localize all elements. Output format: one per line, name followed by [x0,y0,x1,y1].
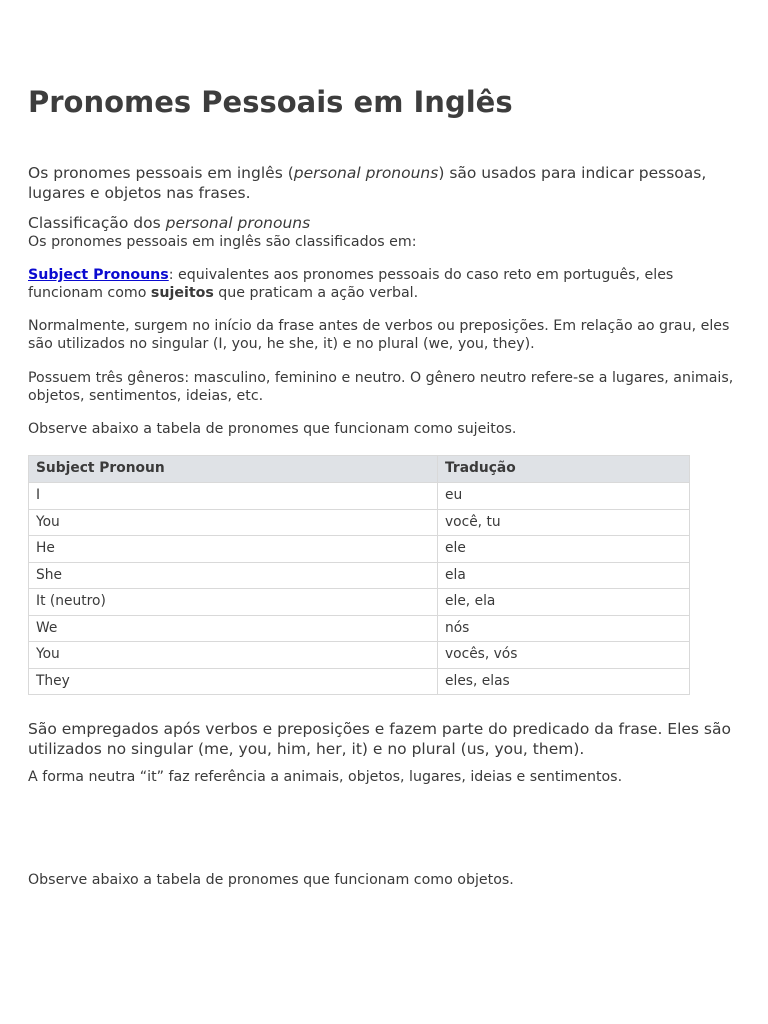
subject-text-1: : equivalentes aos pronomes pessoais do caso reto em português, eles funcionam como [28,267,674,301]
table-cell-translation: vocês, vós [438,642,690,669]
section-subheading [28,213,310,233]
table-cell-translation: eu [438,483,690,510]
empregados-paragraph: São empregados após verbos e preposições e fazem parte do predicado da frase. Eles são utilizados no singular (me, you, him, her, it) e no plural (us, you, them). [28,720,731,758]
table-cell-pronoun: I [29,483,438,510]
observe-subjects-paragraph: Observe abaixo a tabela de pronomes que funcionam como sujeitos. [28,421,517,437]
table-cell-pronoun: He [29,536,438,563]
table-cell-pronoun: They [29,668,438,695]
table-cell-pronoun: We [29,615,438,642]
table-cell-translation: nós [438,615,690,642]
table-row [29,509,690,536]
normalmente-paragraph: Normalmente, surgem no início da frase antes de verbos ou preposições. Em relação ao grau, eles são utilizados no singular (I, you, he she, it) e no plural (we, you, they). [28,318,730,352]
table-cell-pronoun: She [29,562,438,589]
table-row [29,483,690,510]
table-header-translation: Tradução [438,456,690,483]
page-title: Pronomes Pessoais em Inglês [28,85,513,119]
subhead-text: Classificação dos [28,214,166,232]
subject-bold: sujeitos [150,284,214,301]
subject-pronouns-table [28,455,690,695]
table-cell-translation: eles, elas [438,668,690,695]
intro-paragraph [28,163,728,203]
intro-emphasis: personal pronouns [293,164,439,182]
subject-text-2: que praticam a ação verbal. [213,284,419,301]
table-cell-translation: ele, ela [438,589,690,616]
forma-neutra-paragraph: A forma neutra “it” faz referência a animais, objetos, lugares, ideias e sentimentos. [28,769,623,785]
subject-pronouns-paragraph [28,267,740,302]
classified-paragraph: Os pronomes pessoais em inglês são classificados em: [28,234,417,250]
table-cell-translation: você, tu [438,509,690,536]
intro-text-after: ) são usados para indicar pessoas, lugares e objetos nas frases. [28,164,707,202]
table-cell-pronoun: You [29,509,438,536]
table-header-pronoun: Subject Pronoun [29,456,438,483]
intro-text-before: Os pronomes pessoais em inglês ( [28,164,294,182]
generos-paragraph: Possuem três gêneros: masculino, feminino e neutro. O gênero neutro refere-se a lugares, animais, objetos, sentimentos, ideias, etc. [28,370,734,404]
table-cell-translation: ele [438,536,690,563]
table-header-row [29,456,690,483]
table-row [29,589,690,616]
table-cell-pronoun: You [29,642,438,669]
table-row [29,668,690,695]
table-row [29,536,690,563]
subject-pronouns-link[interactable]: Subject Pronouns [28,267,169,283]
table-row [29,615,690,642]
table-cell-pronoun: It (neutro) [29,589,438,616]
subhead-emphasis: personal pronouns [165,214,311,232]
table-row [29,642,690,669]
observe-objects-paragraph: Observe abaixo a tabela de pronomes que funcionam como objetos. [28,872,514,888]
table-cell-translation: ela [438,562,690,589]
table-row [29,562,690,589]
